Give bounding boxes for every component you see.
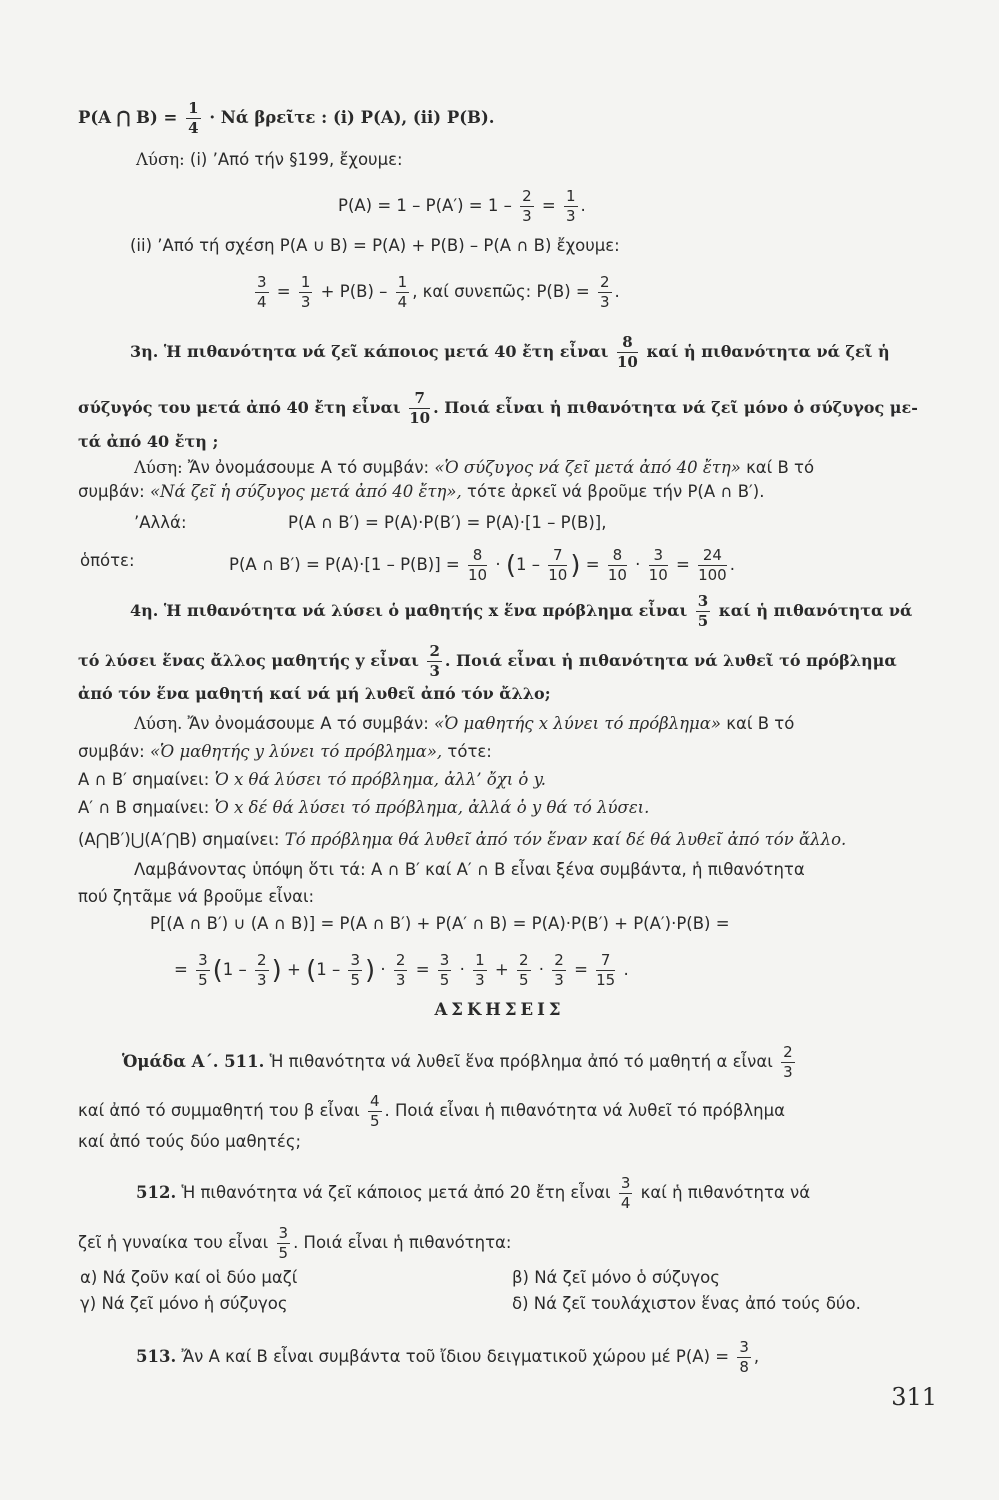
exercise-512-line2: ζεῖ ἡ γυναίκα του εἶναι $\frac{3}{5}$ . Ποιά εἶναι ἡ πιθανότητα: [78, 1224, 512, 1262]
fraction: $\frac{1}{4}$ [188, 99, 199, 137]
exercises-title: ΑΣΚΗΣΕΙΣ [434, 1000, 565, 1019]
solution-1-ii: (ii) ’Από τή σχέση P(A ∪ B) = P(A) + P(B) – P(A ∩ B) ἔχουμε: [130, 236, 620, 255]
problem-4-solution-2: συμβάν: «Ὁ μαθητής y λύνει τό πρόβλημα», τότε: [78, 742, 492, 761]
opote-label: ὁπότε: [80, 551, 135, 570]
equation-2: $\frac{3}{4}$ = $\frac{1}{3}$ + P(B) – $\frac{1}{4}$ , καί συνεπῶς: P(B) = $\frac{2}{3}$ . [257, 273, 620, 311]
exercise-513: 513. Ἄν A καί B εἶναι συμβάντα τοῦ ἴδιου δειγματικοῦ χώρου μέ P(A) = $\frac{3}{8}$ , [136, 1338, 760, 1376]
solution-1-intro: Λύση: (i) ’Από τήν §199, ἔχουμε: [136, 150, 403, 169]
problem-3-line3: τά ἀπό 40 ἔτη ; [78, 432, 219, 451]
big-equation-2: = $\frac{3}{5}$ (1 – $\frac{2}{3}$ ) + (1 – $\frac{3}{5}$ ) · $\frac{2}{3}$ = $\frac{3}{5}$ · $\frac{1}{3}$ + $\frac{2}{5}$ · $\frac{2}{3}$ = $\frac{7}{15}$ . [174, 951, 629, 989]
exercise-511-line3: καί ἀπό τούς δύο μαθητές; [78, 1132, 302, 1151]
alla-label: ’Αλλά: [134, 513, 187, 532]
option-c: γ) Νά ζεῖ μόνο ἡ σύζυγος [80, 1294, 288, 1313]
meaning-3: (A⋂B′)⋃(A′⋂B) σημαίνει: Τό πρόβλημα θά λυθεῖ ἀπό τόν ἕναν καί δέ θά λυθεῖ ἀπό τόν ἄλλο. [78, 830, 847, 849]
big-equation: P[(A ∩ B′) ∪ (A ∩ B)] = P(A ∩ B′) + P(A′ ∩ B) = P(A)·P(B′) + P(A′)·P(B) = [150, 914, 730, 933]
problem-4-line1: 4η. Ἡ πιθανότητα νά λύσει ὁ μαθητής x ἕνα πρόβλημα εἶναι $\frac{3}{5}$ καί ἡ πιθανότητα νά [130, 592, 913, 630]
problem-3-solution-2: συμβάν: «Νά ζεῖ ἡ σύζυγος μετά ἀπό 40 ἔτη», τότε ἀρκεῖ νά βροῦμε τήν P(A ∩ B′). [78, 482, 765, 501]
opote-equation: P(A ∩ B′) = P(A)·[1 – P(B)] = $\frac{8}{10}$ · (1 – $\frac{7}{10}$ ) = $\frac{8}{10}$ · $\frac{3}{10}$ = $\frac{24}{100}$ . [229, 546, 735, 584]
problem-3-solution: Λύση: Ἄν ὀνομάσουμε A τό συμβάν: «Ὁ σύζυγος νά ζεῖ μετά ἀπό 40 ἔτη» καί B τό [134, 458, 815, 477]
top-prefix: P(A ⋂ B) = [78, 108, 178, 127]
top-line [78, 101, 495, 136]
exercise-511: Ὁμάδα Α΄. 511. Ἡ πιθανότητα νά λυθεῖ ἕνα πρόβλημα ἀπό τό μαθητή α εἶναι $\frac{2}{3}$ [122, 1043, 793, 1081]
exercise-511-line2: καί ἀπό τό συμμαθητή του β εἶναι $\frac{4}{5}$ . Ποιά εἶναι ἡ πιθανότητα νά λυθεῖ τό πρόβλημα [78, 1092, 785, 1130]
meaning-2: A′ ∩ B σημαίνει: Ὁ x δέ θά λύσει τό πρόβλημα, ἀλλά ὁ y θά τό λύσει. [78, 798, 650, 817]
exercise-512: 512. Ἡ πιθανότητα νά ζεῖ κάποιος μετά ἀπό 20 ἔτη εἶναι $\frac{3}{4}$ καί ἡ πιθανότητα νά [136, 1174, 811, 1212]
option-d: δ) Νά ζεῖ τουλάχιστον ἕνας ἀπό τούς δύο. [512, 1294, 861, 1313]
option-a: α) Νά ζοῦν καί οἱ δύο μαζί [80, 1268, 298, 1287]
option-b: β) Νά ζεῖ μόνο ὁ σύζυγος [512, 1268, 720, 1287]
taking-into-account-1: Λαμβάνοντας ὑπόψη ὅτι τά: A ∩ B′ καί A′ ∩ B εἶναι ξένα συμβάντα, ἡ πιθανότητα [134, 860, 805, 879]
problem-4-line2: τό λύσει ἕνας ἄλλος μαθητής y εἶναι $\frac{2}{3}$ . Ποιά εἶναι ἡ πιθανότητα νά λυθεῖ τό πρόβλημα [78, 642, 897, 680]
problem-4-line3: ἀπό τόν ἕνα μαθητή καί νά μή λυθεῖ ἀπό τόν ἄλλο; [78, 684, 551, 703]
page-number: 311 [891, 1383, 937, 1411]
problem-3-line1: 3η. Ἡ πιθανότητα νά ζεῖ κάποιος μετά 40 ἔτη εἶναι $\frac{8}{10}$ καί ἡ πιθανότητα νά ζεῖ ἡ [130, 333, 890, 371]
equation-1: P(A) = 1 – P(A′) = 1 – $\frac{2}{3}$ = $\frac{1}{3}$ . [338, 187, 586, 225]
taking-into-account-2: πού ζητᾶμε νά βροῦμε εἶναι: [78, 887, 315, 906]
problem-4-solution: Λύση. Ἄν ὀνομάσουμε A τό συμβάν: «Ὁ μαθητής x λύνει τό πρόβλημα» καί B τό [134, 714, 795, 733]
top-rest: · Νά βρεῖτε : (i) P(A), (ii) P(B). [209, 108, 495, 127]
meaning-1: A ∩ B′ σημαίνει: Ὁ x θά λύσει τό πρόβλημα, ἀλλ’ ὄχι ὁ y. [78, 770, 546, 789]
problem-3-line2: σύζυγός του μετά ἀπό 40 ἔτη εἶναι $\frac{7}{10}$ . Ποιά εἶναι ἡ πιθανότητα νά ζεῖ μόνο ὁ σύζυγος με- [78, 389, 918, 427]
alla-equation: P(A ∩ B′) = P(A)·P(B′) = P(A)·[1 – P(B)], [288, 513, 607, 532]
